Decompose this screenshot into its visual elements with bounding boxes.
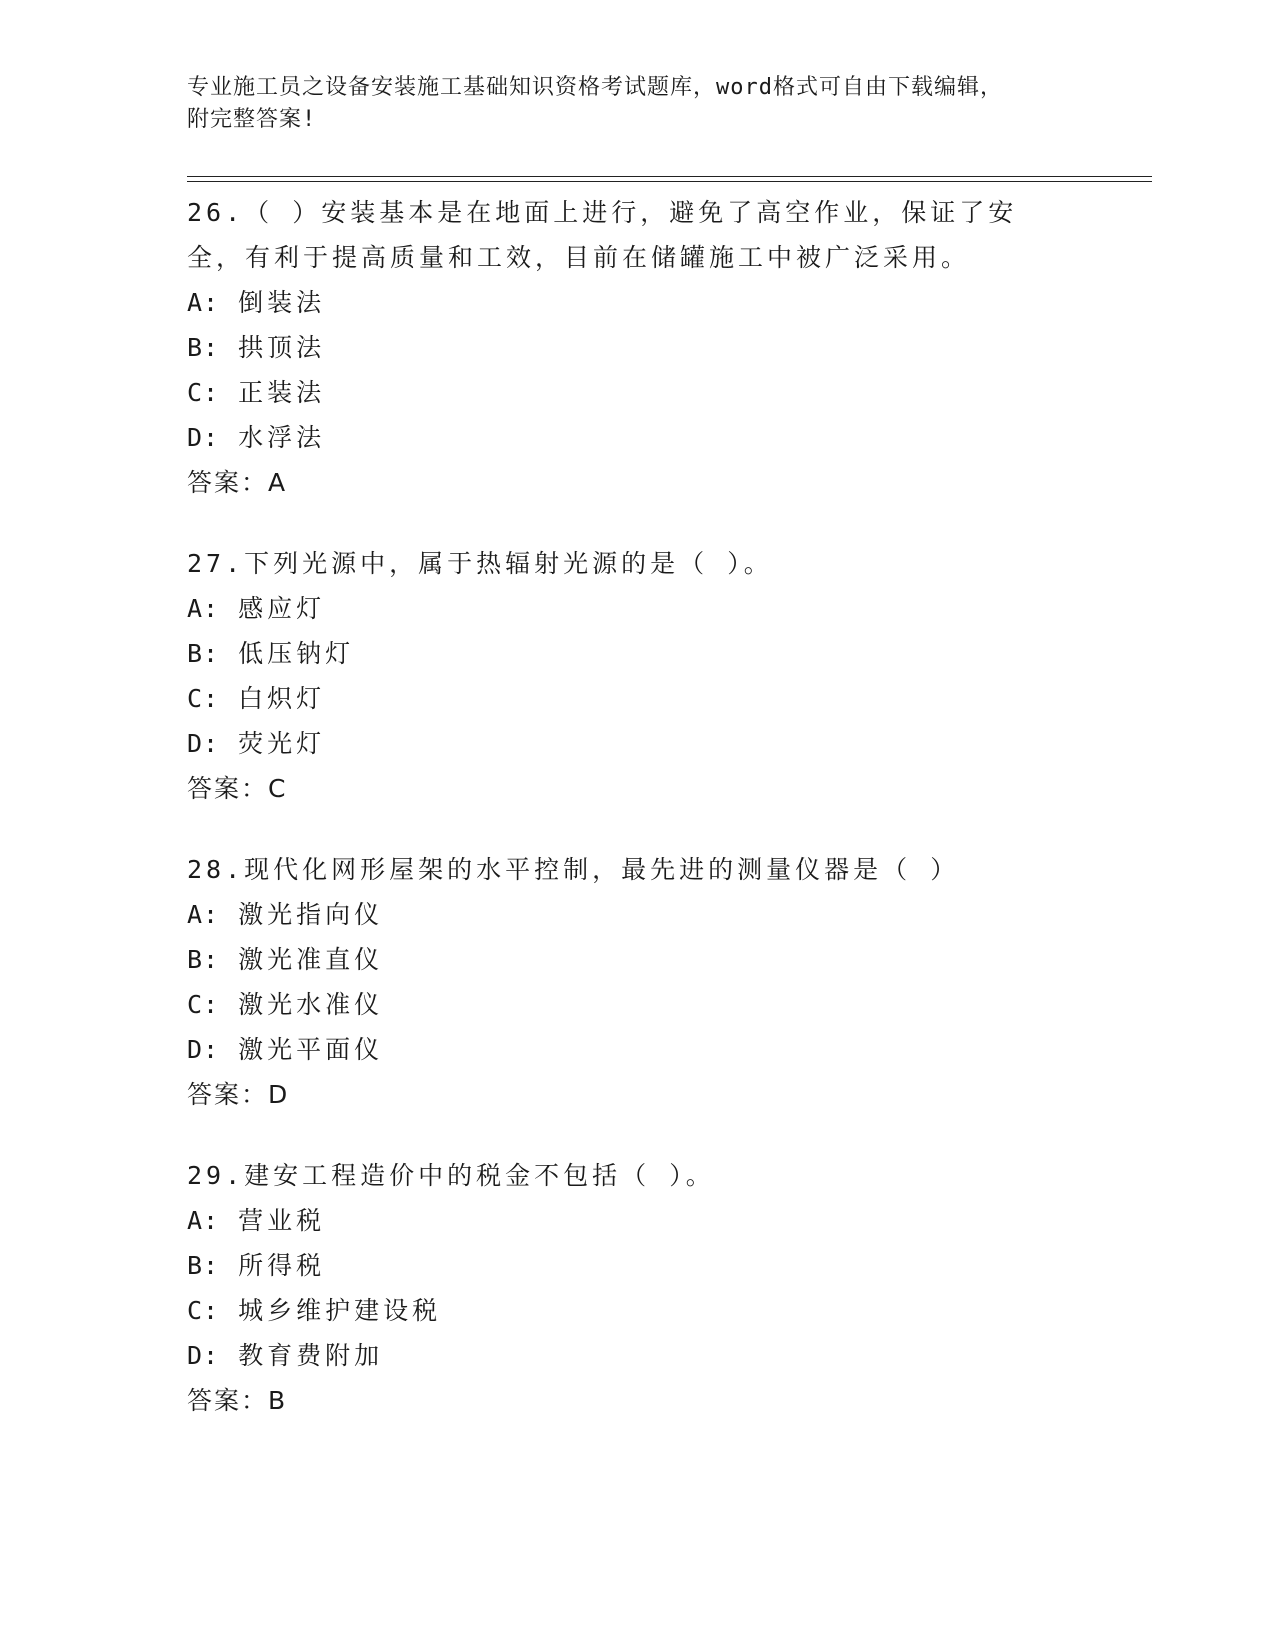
option-text: 激光水准仪 <box>238 990 384 1019</box>
document-header <box>187 72 1067 136</box>
header-divider-bottom <box>187 181 1152 182</box>
option-text: 感应灯 <box>238 594 326 623</box>
option-a <box>187 280 1152 325</box>
option-label: D: <box>187 423 220 452</box>
option-c <box>187 982 1152 1027</box>
option-text: 拱顶法 <box>238 333 326 362</box>
answer-line: 答案：A <box>187 468 288 497</box>
option-label: C: <box>187 990 220 1019</box>
header-line-2: 附完整答案! <box>187 107 317 132</box>
option-text: 正装法 <box>238 378 326 407</box>
option-d <box>187 415 1152 460</box>
option-b <box>187 631 1152 676</box>
option-c <box>187 1288 1152 1333</box>
option-label: B: <box>187 945 220 974</box>
option-label: A: <box>187 288 220 317</box>
option-c <box>187 676 1152 721</box>
option-b <box>187 325 1152 370</box>
option-text: 营业税 <box>238 1206 326 1235</box>
question-text: 29.建安工程造价中的税金不包括（ ）。 <box>187 1161 715 1190</box>
option-a <box>187 1198 1152 1243</box>
option-label: A: <box>187 594 220 623</box>
header-divider-top <box>187 176 1152 177</box>
option-text: 低压钠灯 <box>238 639 355 668</box>
option-label: B: <box>187 1251 220 1280</box>
question-list <box>187 190 1152 1459</box>
option-label: A: <box>187 1206 220 1235</box>
option-text: 倒装法 <box>238 288 326 317</box>
option-d <box>187 1027 1152 1072</box>
option-text: 激光平面仪 <box>238 1035 384 1064</box>
question-block <box>187 541 1152 811</box>
question-text: 26.（ ）安装基本是在地面上进行，避免了高空作业，保证了安全，有利于提高质量和工效，目前在储罐施工中被广泛采用。 <box>187 198 1018 272</box>
option-text: 所得税 <box>238 1251 326 1280</box>
option-label: D: <box>187 1341 220 1370</box>
option-label: C: <box>187 1296 220 1325</box>
option-d <box>187 1333 1152 1378</box>
option-text: 激光准直仪 <box>238 945 384 974</box>
option-text: 城乡维护建设税 <box>238 1296 442 1325</box>
option-d <box>187 721 1152 766</box>
answer-line: 答案：C <box>187 774 288 803</box>
option-b <box>187 1243 1152 1288</box>
option-c <box>187 370 1152 415</box>
question-block <box>187 190 1152 505</box>
option-label: B: <box>187 639 220 668</box>
header-line-1: 专业施工员之设备安装施工基础知识资格考试题库，word格式可自由下载编辑， <box>187 75 1003 100</box>
option-text: 荧光灯 <box>238 729 326 758</box>
question-text: 28.现代化网形屋架的水平控制，最先进的测量仪器是（ ） <box>187 855 960 884</box>
option-label: D: <box>187 1035 220 1064</box>
option-a <box>187 892 1152 937</box>
option-text: 教育费附加 <box>238 1341 384 1370</box>
option-label: B: <box>187 333 220 362</box>
question-block <box>187 1153 1152 1423</box>
option-text: 白炽灯 <box>238 684 326 713</box>
option-a <box>187 586 1152 631</box>
option-label: C: <box>187 684 220 713</box>
question-text: 27.下列光源中，属于热辐射光源的是（ ）。 <box>187 549 773 578</box>
question-block <box>187 847 1152 1117</box>
option-label: D: <box>187 729 220 758</box>
answer-line: 答案：B <box>187 1386 288 1415</box>
option-text: 激光指向仪 <box>238 900 384 929</box>
answer-line: 答案：D <box>187 1080 290 1109</box>
option-label: C: <box>187 378 220 407</box>
option-b <box>187 937 1152 982</box>
option-label: A: <box>187 900 220 929</box>
option-text: 水浮法 <box>238 423 326 452</box>
